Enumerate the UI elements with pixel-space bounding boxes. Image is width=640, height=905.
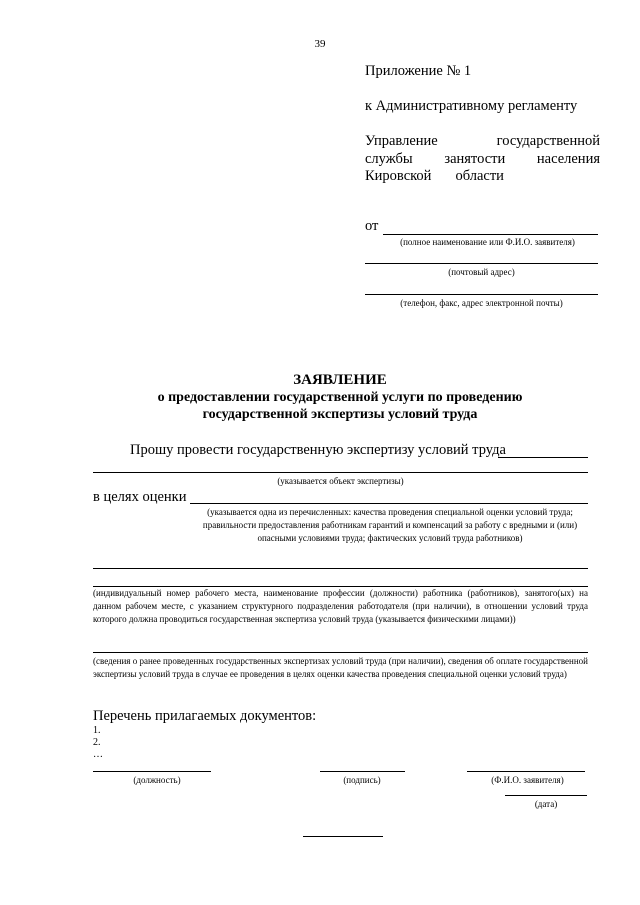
- document-subtitle-2: государственной экспертизы условий труда: [202, 407, 478, 422]
- from-label: от: [365, 218, 379, 234]
- applicant-name-caption: (полное наименование или Ф.И.О. заявителя): [400, 237, 575, 247]
- list-item: 1.: [93, 725, 101, 736]
- contact-field[interactable]: [365, 294, 598, 295]
- appendix-label: Приложение № 1: [365, 63, 472, 79]
- contact-caption: (телефон, факс, адрес электронной почты): [400, 298, 563, 308]
- list-item: …: [93, 749, 103, 760]
- purpose-label: в целях оценки: [93, 489, 187, 505]
- applicant-fio-caption: (Ф.И.О. заявителя): [491, 775, 564, 785]
- expertise-object-field[interactable]: [93, 472, 588, 473]
- recipient-line-3: Кировской области: [365, 168, 504, 184]
- page-number: 39: [314, 38, 326, 50]
- signature-caption: (подпись): [343, 775, 381, 785]
- regulation-label: к Административному регламенту: [365, 98, 578, 114]
- applicant-name-field[interactable]: [383, 234, 598, 235]
- purpose-field[interactable]: [190, 503, 588, 504]
- purpose-caption: (указывается одна из перечисленных: качества проведения специальной оценки условий труда; правильности предоставления работникам гарантий и компенсаций за работу с вредными и (или) опасными условиями труда; фактических условий труда работников): [202, 507, 578, 543]
- document-title: ЗАЯВЛЕНИЕ: [293, 372, 387, 388]
- workplace-field-1[interactable]: [93, 568, 588, 569]
- request-field-end[interactable]: [498, 457, 588, 458]
- date-field[interactable]: [505, 795, 587, 796]
- applicant-fio-field[interactable]: [467, 771, 585, 772]
- previous-expertise-caption: (сведения о ранее проведенных государственных экспертизах условий труда (при наличии), сведения об оплате государственной экспертизы условий труда в случае ее проведения в целях оценки качества проведения специальной оценки условий труда): [93, 656, 588, 679]
- attachments-list: [93, 725, 103, 761]
- previous-expertise-field[interactable]: [93, 652, 588, 653]
- list-item: 2.: [93, 737, 101, 748]
- recipient-line-1: Управление государственной: [365, 133, 600, 149]
- expertise-object-caption: (указывается объект экспертизы): [277, 476, 404, 486]
- signature-field[interactable]: [320, 771, 405, 772]
- footer-divider: [303, 836, 383, 837]
- workplace-caption: (индивидуальный номер рабочего места, наименование профессии (должности) работника (работников), занятого(ых) на данном рабочем месте, с указанием структурного подразделения работодателя (при наличии), в отношении условий труда которого должна проводиться государственная экспертиза условий труда (указывается физическими лицами)): [93, 588, 588, 624]
- postal-address-caption: (почтовый адрес): [448, 267, 515, 277]
- request-text: Прошу провести государственную экспертизу условий труда: [130, 442, 506, 458]
- date-caption: (дата): [534, 799, 558, 809]
- document-subtitle-1: о предоставлении государственной услуги по проведению: [157, 390, 523, 405]
- postal-address-field[interactable]: [365, 263, 598, 264]
- attachments-label: Перечень прилагаемых документов:: [93, 708, 317, 724]
- position-field[interactable]: [93, 771, 211, 772]
- position-caption: (должность): [133, 775, 181, 785]
- recipient-line-2: службы занятости населения: [365, 151, 600, 167]
